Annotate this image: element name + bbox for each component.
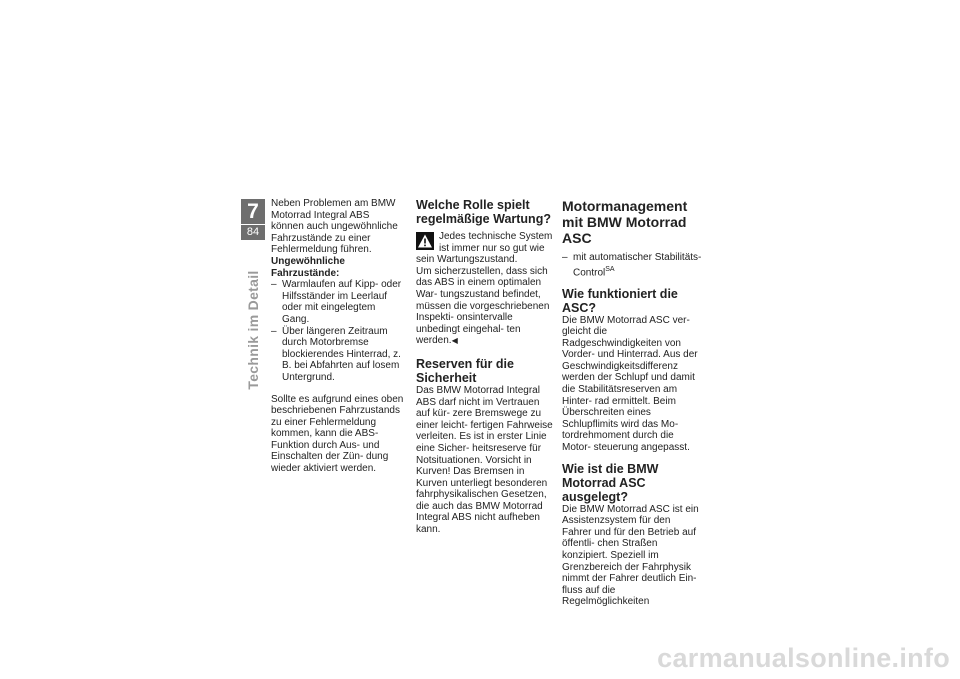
outro-paragraph: Sollte es aufgrund eines oben beschriebenen Fahrzustands zu einer Fehlermeldung kommen, kann die ABS-Funktion durch Aus- und Einschalten der Zün- dung wieder aktiviert werden. bbox=[271, 393, 404, 475]
chapter-tab bbox=[241, 199, 265, 240]
list-item-text: mit automatischer Stabilitäts- Control bbox=[573, 252, 702, 278]
warning-text: Jedes technische System ist immer nur so gut wie sein Wartungszustand. bbox=[416, 231, 553, 266]
watermark: carmanualsonline.info bbox=[657, 643, 950, 673]
asc-function-heading: Wie funktioniert die ASC? bbox=[562, 286, 678, 315]
side-title-text: Technik im Detail bbox=[245, 270, 261, 390]
maintenance-paragraph-text: Um sicherzustellen, dass sich das ABS in einem optimalen War- tungszustand befindet, müssen die vorgeschriebenen Inspekti- onsintervalle unbedingt eingehal- ten werden. bbox=[416, 265, 550, 347]
asc-function-paragraph: Die BMW Motorrad ASC ver- gleicht die Radgeschwindigkeiten von Vorder- und Hinterrad. Aus der Geschwindigkeitsdifferenz werden der Schlupf und damit die Stabilitätsreserven am Hinter- rad ermittelt. Beim Überschreiten eines Schlupflimits wird das Mo- tordrehmoment durch die Motor- steuerung angepasst. bbox=[562, 314, 698, 454]
list-item bbox=[562, 252, 702, 279]
column-1 bbox=[271, 198, 404, 475]
page-number: 84 bbox=[246, 226, 260, 238]
list-dash: – bbox=[271, 325, 277, 337]
list-dash: – bbox=[562, 252, 568, 263]
list-item bbox=[271, 326, 404, 384]
warning-block bbox=[416, 231, 553, 266]
list-item-text: Über längeren Zeitraum durch Motorbremse blockierendes Hinterrad, z. B. bei Abfahrten auf losem Untergrund. bbox=[282, 325, 401, 383]
warning-triangle-icon bbox=[416, 232, 434, 250]
end-of-section-icon: ◀ bbox=[451, 336, 458, 346]
special-equipment-marker: SA bbox=[605, 265, 615, 273]
asc-options-list bbox=[562, 252, 702, 279]
list-item bbox=[271, 279, 404, 325]
maintenance-paragraph bbox=[416, 266, 553, 347]
conditions-list bbox=[271, 279, 404, 383]
reserves-heading: Reserven für die Sicherheit bbox=[416, 356, 514, 385]
chapter-number: 7 bbox=[247, 200, 259, 223]
intro-paragraph: Neben Problemen am BMW Motorrad Integral ABS können auch ungewöhnliche Fahrzustände zu einer Fehlermeldung führen. bbox=[271, 198, 398, 256]
list-item-text: Warmlaufen auf Kipp- oder Hilfsständer im Leerlauf oder mit eingelegtem Gang. bbox=[282, 279, 402, 325]
column-3 bbox=[562, 198, 702, 608]
asc-design-paragraph: Die BMW Motorrad ASC ist ein Assistenzsystem für den Fahrer und für den Betrieb auf öffentli- chen Straßen konzipiert. Speziell im Grenzbereich der Fahrphysik nimmt der Fahrer deutlich Ein- fluss auf die Regelmöglichkeiten bbox=[562, 503, 699, 608]
asc-design-heading: Wie ist die BMW Motorrad ASC ausgelegt? bbox=[562, 461, 659, 504]
maintenance-heading: Welche Rolle spielt regelmäßige Wartung? bbox=[416, 198, 551, 226]
column-2 bbox=[416, 198, 553, 536]
reserves-paragraph: Das BMW Motorrad Integral ABS darf nicht im Vertrauen auf kür- zere Bremswege zu einer leicht- fertigen Fahrweise verleiten. Es ist in erster Linie eine Sicher- heitsreserve für Notsituationen. Vorsicht in Kurven! Das Bremsen in Kurven unterliegt besonderen fahrphysikalischen Gesetzen, die auch das BMW Motorrad Integral ABS nicht aufheben kann. bbox=[416, 384, 553, 536]
asc-section-title: Motormanagement mit BMW Motorrad ASC bbox=[562, 198, 688, 246]
conditions-heading: Ungewöhnliche Fahrzustände: bbox=[271, 255, 345, 279]
chapter-divider bbox=[241, 224, 265, 225]
list-dash: – bbox=[271, 279, 277, 291]
